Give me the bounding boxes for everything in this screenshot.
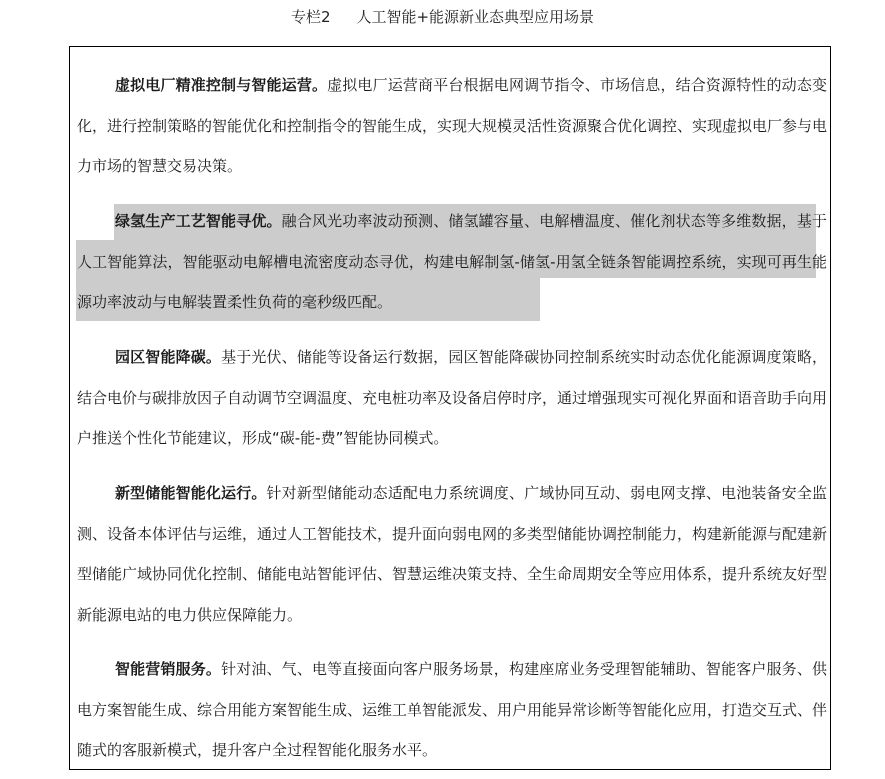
scenario-paragraph [77,649,827,771]
scenario-paragraph [77,473,827,635]
scenario-heading: 虚拟电厂精准控制与智能运营。 [115,76,328,94]
scenario-body: 基于光伏、储能等设备运行数据，园区智能降碳协同控制系统实时动态优化能源调度策略，结合电价与碳排放因子自动调节空调温度、充电桩功率及设备启停时序，通过增强现实可视化界面和语音助手向用户推送个性化节能建议，形成“碳-能-费”智能协同模式。 [77,348,828,447]
box-caption [0,6,885,28]
scenario-heading: 新型储能智能化运行。 [115,484,267,502]
scenario-heading: 智能营销服务。 [115,660,222,678]
caption-title: 人工智能+能源新业态典型应用场景 [356,8,595,26]
scenario-heading: 园区智能降碳。 [115,348,222,366]
scenario-paragraph [77,65,827,187]
scenario-body: 针对油、气、电等直接面向客户服务场景，构建座席业务受理智能辅助、智能客户服务、供电方案智能生成、综合用能方案智能生成、运维工单智能派发、用户用能异常诊断等智能化应用，打造交互式、伴随式的客服新模式，提升客户全过程智能化服务水平。 [77,660,828,759]
caption-label: 专栏2 [290,8,331,26]
scenario-paragraph [77,337,827,459]
scenario-body: 针对新型储能动态适配电力系统调度、广域协同互动、弱电网支撑、电池装备安全监测、设备本体评估与运维，通过人工智能技术，提升面向弱电网的多类型储能协调控制能力，构建新能源与配建新型储能广域协同优化控制、储能电站智能评估、智慧运维决策支持、全生命周期安全等应用体系，提升系统友好型新能源电站的电力供应保障能力。 [77,484,828,624]
scenario-body: 融合风光功率波动预测、储氢罐容量、电解槽温度、催化剂状态等多维数据，基于人工智能算法，智能驱动电解槽电流密度动态寻优，构建电解制氢-储氢-用氢全链条智能调控系统，实现可再生能源功率波动与电解装置柔性负荷的毫秒级匹配。 [77,212,827,311]
scenario-heading: 绿氢生产工艺智能寻优。 [115,212,282,230]
feature-box [69,46,831,770]
scenario-body: 虚拟电厂运营商平台根据电网调节指令、市场信息，结合资源特性的动态变化，进行控制策略的智能优化和控制指令的智能生成，实现大规模灵活性资源聚合优化调控、实现虚拟电厂参与电力市场的智慧交易决策。 [77,76,828,175]
scenario-paragraph [77,201,827,323]
